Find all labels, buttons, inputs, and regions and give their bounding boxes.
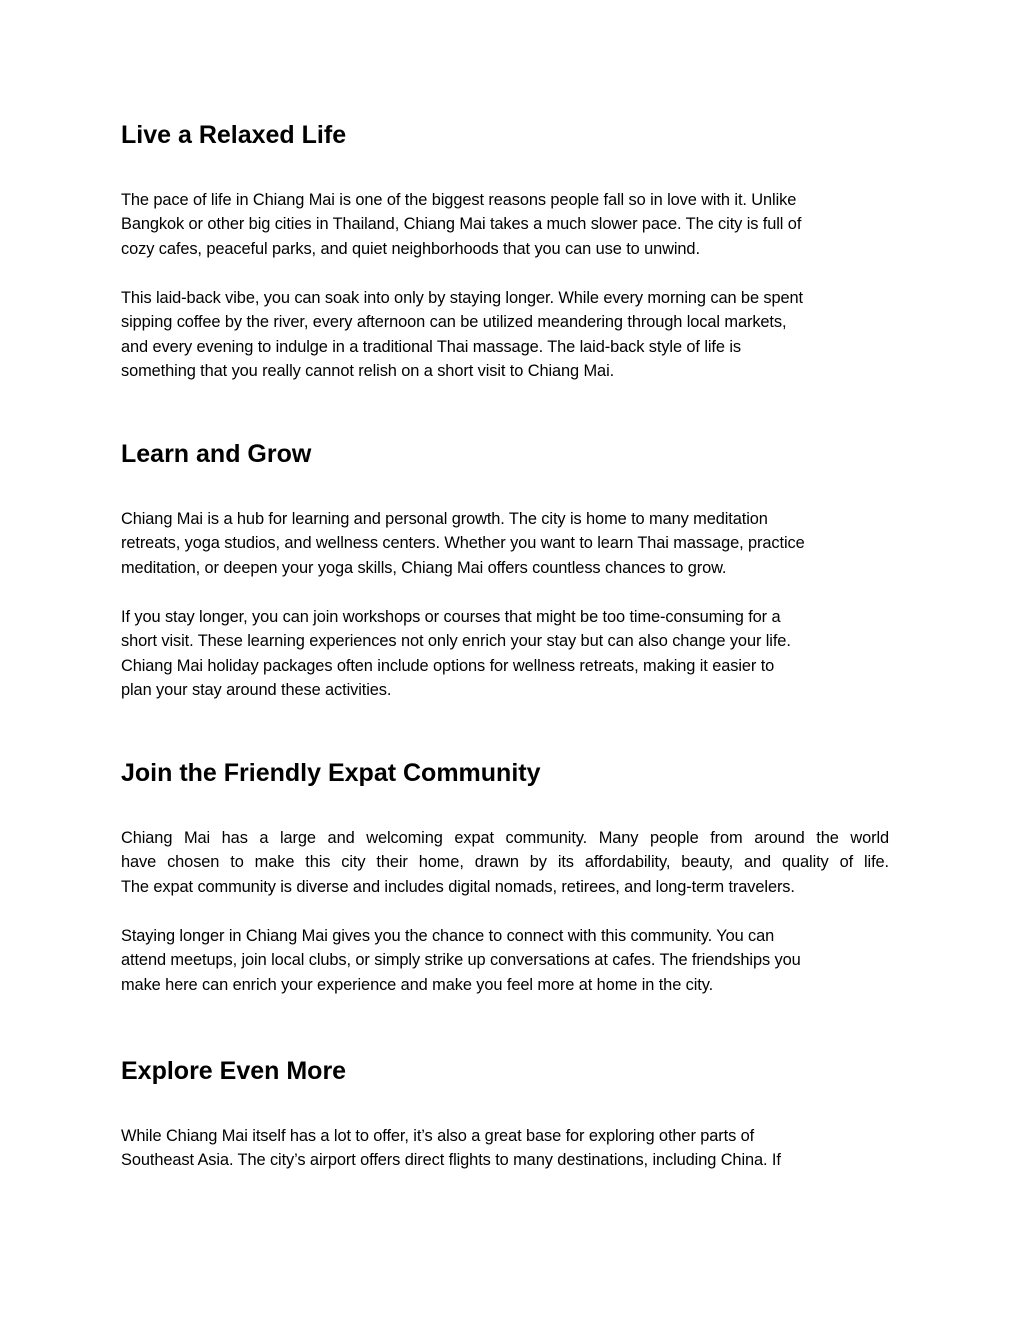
paragraph bbox=[121, 507, 891, 580]
section-explore-more bbox=[121, 1056, 891, 1170]
text-line: sipping coffee by the river, every afternoon can be utilized meandering through local markets, bbox=[121, 313, 787, 332]
text-line: While Chiang Mai itself has a lot to offer, it’s also a great base for exploring other parts of bbox=[121, 1127, 755, 1145]
text-line: and every evening to indulge in a traditional Thai massage. The laid-back style of life is bbox=[121, 337, 741, 356]
text-line: This laid-back vibe, you can soak into only by staying longer. While every morning can be spent bbox=[121, 289, 804, 307]
section-heading: Live a Relaxed Life bbox=[121, 121, 347, 149]
text-line: The expat community is diverse and includes digital nomads, retirees, and long-term travelers. bbox=[121, 877, 795, 896]
paragraph bbox=[121, 924, 891, 997]
section-relaxed-life bbox=[121, 120, 891, 380]
section-heading: Explore Even More bbox=[121, 1057, 347, 1085]
paragraph bbox=[121, 605, 891, 702]
paragraph bbox=[121, 1124, 891, 1173]
text-line: retreats, yoga studios, and wellness centers. Whether you want to learn Thai massage, practice bbox=[121, 534, 805, 553]
text-line: have chosen to make this city their home, drawn by its affordability, beauty, and quality of life. bbox=[121, 853, 889, 872]
text-line: cozy cafes, peaceful parks, and quiet neighborhoods that you can use to unwind. bbox=[121, 239, 700, 258]
paragraph bbox=[121, 188, 891, 261]
section-heading: Learn and Grow bbox=[121, 440, 312, 468]
text-line: attend meetups, join local clubs, or simply strike up conversations at cafes. The friendships you bbox=[121, 951, 801, 970]
text-line: meditation, or deepen your yoga skills, Chiang Mai offers countless chances to grow. bbox=[121, 558, 727, 577]
section-expat-community bbox=[121, 758, 891, 994]
text-line: Southeast Asia. The city’s airport offers direct flights to many destinations, including China. If bbox=[121, 1151, 781, 1170]
text-line: Chiang Mai has a large and welcoming expat community. Many people from around the world bbox=[121, 829, 889, 847]
text-line: Staying longer in Chiang Mai gives you the chance to connect with this community. You can bbox=[121, 927, 775, 945]
text-line: The pace of life in Chiang Mai is one of the biggest reasons people fall so in love with it. Unlike bbox=[121, 191, 797, 209]
text-line: short visit. These learning experiences not only enrich your stay but can also change your life. bbox=[121, 632, 791, 651]
paragraph bbox=[121, 826, 889, 899]
paragraph bbox=[121, 286, 891, 383]
text-line: Chiang Mai is a hub for learning and personal growth. The city is home to many meditation bbox=[121, 510, 768, 528]
text-line: make here can enrich your experience and make you feel more at home in the city. bbox=[121, 975, 714, 994]
text-line: Bangkok or other big cities in Thailand, Chiang Mai takes a much slower pace. The city is full of bbox=[121, 215, 802, 234]
text-line: Chiang Mai holiday packages often include options for wellness retreats, making it easier to bbox=[121, 656, 775, 675]
text-line: If you stay longer, you can join workshops or courses that might be too time-consuming for a bbox=[121, 608, 781, 626]
section-heading: Join the Friendly Expat Community bbox=[121, 759, 541, 787]
text-line: plan your stay around these activities. bbox=[121, 680, 392, 699]
section-learn-and-grow bbox=[121, 439, 891, 699]
text-line: something that you really cannot relish on a short visit to Chiang Mai. bbox=[121, 361, 615, 380]
